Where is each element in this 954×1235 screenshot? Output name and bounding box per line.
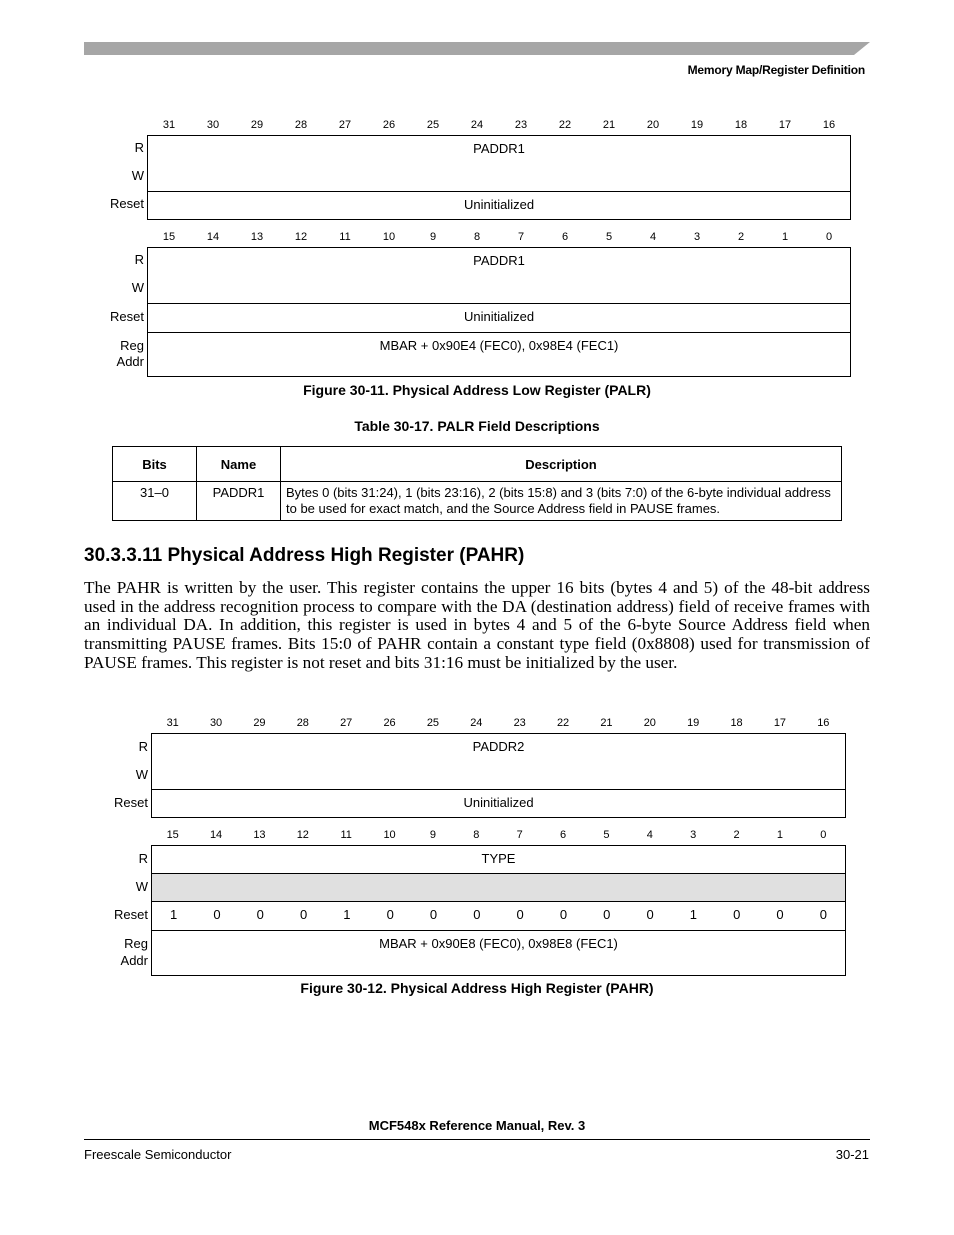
row-label-r: R — [134, 140, 144, 155]
bit-number: 24 — [470, 119, 484, 131]
divider — [148, 332, 850, 333]
reset-bit-value: 0 — [386, 907, 394, 922]
divider — [148, 303, 850, 304]
reset-bit-value: 0 — [776, 907, 784, 922]
write-shaded-row — [152, 873, 845, 902]
bit-numbers-low — [147, 231, 851, 245]
footer-page-number: 30-21 — [835, 1147, 869, 1162]
bit-number: 9 — [429, 829, 436, 841]
bit-number: 4 — [649, 231, 657, 243]
pahr-upper-register — [151, 733, 846, 818]
field-description-table — [112, 446, 842, 521]
row-label-w: W — [131, 168, 144, 183]
bit-number: 3 — [690, 829, 697, 841]
bit-numbers-high — [147, 119, 851, 133]
row-label-reg: Reg — [124, 936, 148, 951]
bit-number: 17 — [773, 717, 787, 729]
bit-number: 10 — [382, 231, 396, 243]
reset-bit-value: 0 — [429, 907, 438, 922]
bit-number: 0 — [825, 231, 833, 243]
row-label-addr: Addr — [116, 354, 144, 369]
reset-bit-value: 0 — [473, 907, 481, 922]
bit-number: 6 — [560, 829, 567, 841]
footer-divider — [84, 1139, 870, 1140]
reset-bit-value: 1 — [170, 907, 178, 922]
bit-number: 7 — [517, 231, 525, 243]
pahr-lower-register — [151, 845, 846, 976]
bit-number: 23 — [514, 119, 528, 131]
section-heading: 30.3.3.11 Physical Address High Register (PAHR) — [84, 545, 525, 566]
row-label-w: W — [135, 767, 148, 782]
bit-number: 25 — [426, 119, 440, 131]
column-header: Bits — [113, 447, 197, 482]
bit-number: 29 — [253, 717, 266, 729]
reset-bit-value: 1 — [343, 907, 351, 922]
bit-number: 27 — [338, 119, 352, 131]
bit-number: 23 — [513, 717, 526, 729]
bit-number: 8 — [473, 231, 481, 243]
bit-number: 15 — [166, 829, 179, 841]
divider — [152, 930, 845, 931]
bit-numbers-low — [151, 829, 845, 843]
divider — [152, 901, 845, 902]
bit-number: 5 — [605, 231, 613, 243]
row-label-addr: Addr — [120, 953, 148, 968]
header-bar — [84, 42, 870, 55]
row-label-r: R — [134, 252, 144, 267]
table-cell-bits: 31–0 — [113, 482, 197, 521]
row-label-r: R — [138, 851, 148, 866]
palr-upper-field: PADDR1 — [473, 141, 525, 156]
bit-number: 21 — [602, 119, 616, 131]
bit-number: 15 — [162, 231, 176, 243]
bit-number: 26 — [382, 119, 396, 131]
reset-bit-value: 0 — [819, 907, 827, 922]
divider — [152, 789, 845, 790]
column-header: Description — [281, 447, 842, 482]
bit-number: 22 — [556, 717, 570, 729]
bit-number: 1 — [781, 231, 789, 243]
palr-reg-addr: MBAR + 0x90E4 (FEC0), 0x98E4 (FEC1) — [379, 338, 619, 353]
table-cell-description: Bytes 0 (bits 31:24), 1 (bits 23:16), 2 (bits 15:8) and 3 (bits 7:0) of the 6-byte individual address to be used for exact match, and the Source Address field in PAUSE frames. — [281, 482, 842, 521]
bit-number: 29 — [250, 119, 264, 131]
table-caption: Table 30-17. PALR Field Descriptions — [354, 418, 600, 434]
footer-company: Freescale Semiconductor — [84, 1147, 232, 1162]
bit-number: 0 — [820, 829, 827, 841]
bit-number: 2 — [733, 829, 740, 841]
figure-caption: Figure 30-12. Physical Address High Register (PAHR) — [300, 980, 654, 996]
bit-number: 2 — [737, 231, 745, 243]
bit-number: 14 — [209, 829, 223, 841]
row-label-r: R — [138, 739, 148, 754]
bit-number: 19 — [690, 119, 704, 131]
reset-bit-value: 0 — [299, 907, 308, 922]
bit-number: 25 — [426, 717, 440, 729]
divider — [148, 191, 850, 192]
column-header: Name — [197, 447, 281, 482]
bit-number: 10 — [383, 829, 396, 841]
row-label-reset: Reset — [110, 196, 144, 211]
bit-number: 11 — [339, 231, 351, 243]
bit-number: 12 — [294, 231, 308, 243]
bit-number: 13 — [253, 829, 266, 841]
bit-number: 12 — [296, 829, 309, 841]
bit-number: 14 — [206, 231, 220, 243]
bit-number: 8 — [473, 829, 480, 841]
bit-number: 18 — [734, 119, 748, 131]
header-title: Memory Map/Register Definition — [687, 63, 865, 77]
bit-number: 31 — [162, 119, 176, 131]
bit-number: 18 — [730, 717, 743, 729]
pahr-upper-field: PADDR2 — [472, 739, 525, 754]
palr-upper-reset: Uninitialized — [463, 197, 535, 212]
bit-number: 24 — [470, 717, 483, 729]
bit-number: 21 — [600, 717, 613, 729]
bit-number: 27 — [340, 717, 353, 729]
reset-bit-value: 0 — [213, 907, 221, 922]
bit-number: 3 — [693, 231, 701, 243]
row-label-reset: Reset — [114, 907, 148, 922]
bit-number: 17 — [778, 119, 792, 131]
body-paragraph: The PAHR is written by the user. This register contains the upper 16 bits (bytes 4 and 5) of the 48-bit address used in the address recognition process to compare with the DA (destination address) field of receive frames with an individual DA. In addition, this register is used in bytes 4 and 5 of the 6-byte Source Address field when transmitting PAUSE frames. Bits 15:0 of PAHR contain a constant type field (0x8808) used for transmission of PAUSE frames. This register is not reset and bits 31:16 must be initialized by the user. — [84, 578, 870, 672]
bit-number: 19 — [687, 717, 700, 729]
bit-number: 16 — [817, 717, 830, 729]
bit-numbers-high — [151, 717, 845, 731]
reset-bit-value: 0 — [646, 907, 654, 922]
row-label-reg: Reg — [120, 338, 144, 353]
reset-bit-value: 0 — [516, 907, 524, 922]
palr-lower-reset: Uninitialized — [463, 309, 535, 324]
bit-number: 30 — [209, 717, 223, 729]
bit-number: 20 — [646, 119, 660, 131]
bit-number: 30 — [206, 119, 220, 131]
bit-number: 9 — [429, 231, 437, 243]
bit-number: 22 — [558, 119, 572, 131]
row-label-reset: Reset — [110, 309, 144, 324]
reset-bit-value: 0 — [559, 907, 568, 922]
bit-number: 5 — [603, 829, 610, 841]
bit-number: 7 — [516, 829, 523, 841]
row-label-w: W — [135, 879, 148, 894]
bit-number: 31 — [166, 717, 179, 729]
pahr-reg-addr: MBAR + 0x90E8 (FEC0), 0x98E8 (FEC1) — [379, 936, 618, 951]
bit-number: 11 — [340, 829, 352, 841]
pahr-reset-bits — [152, 907, 845, 923]
bit-number: 13 — [250, 231, 264, 243]
bit-number: 28 — [296, 717, 309, 729]
bit-number: 28 — [294, 119, 308, 131]
reset-bit-value: 0 — [733, 907, 741, 922]
reset-bit-value: 1 — [689, 907, 698, 922]
table-cell-name: PADDR1 — [197, 482, 281, 521]
pahr-upper-reset: Uninitialized — [463, 795, 534, 810]
pahr-lower-field: TYPE — [481, 851, 516, 866]
table-row — [113, 482, 842, 521]
row-label-w: W — [131, 280, 144, 295]
footer-manual-title: MCF548x Reference Manual, Rev. 3 — [368, 1118, 586, 1133]
bit-number: 4 — [646, 829, 653, 841]
bit-number: 16 — [822, 119, 836, 131]
bit-number: 6 — [561, 231, 569, 243]
row-label-reset: Reset — [114, 795, 148, 810]
bit-number: 20 — [643, 717, 656, 729]
palr-upper-register — [147, 135, 851, 220]
reset-bit-value: 0 — [256, 907, 264, 922]
bit-number: 1 — [776, 829, 783, 841]
bit-number: 26 — [383, 717, 396, 729]
palr-lower-register — [147, 247, 851, 377]
figure-caption: Figure 30-11. Physical Address Low Register (PALR) — [303, 382, 651, 398]
palr-lower-field: PADDR1 — [473, 253, 525, 268]
reset-bit-value: 0 — [603, 907, 611, 922]
